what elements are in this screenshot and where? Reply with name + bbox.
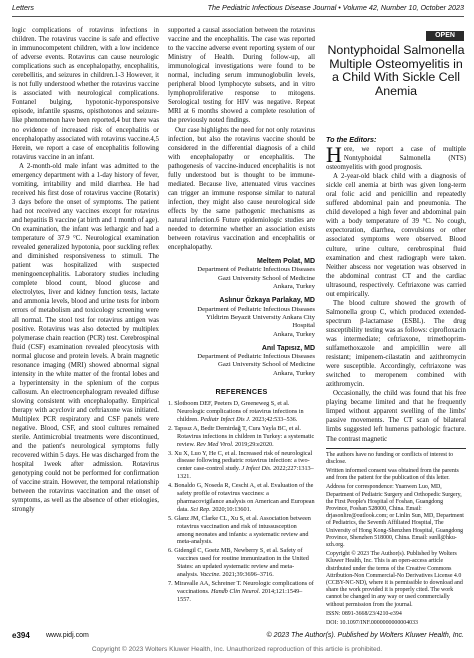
author-affiliation: Department of Pediatric Infectious Diseases xyxy=(197,353,315,361)
author-affiliation: Department of Pediatric Infectious Diseases xyxy=(197,266,315,274)
open-access-badge: OPEN xyxy=(426,31,464,41)
author-affiliation: Ankara, Turkey xyxy=(273,283,315,291)
reference-list xyxy=(168,400,315,604)
author-affiliation: Hospital xyxy=(292,322,315,330)
column-1 xyxy=(12,26,159,515)
article-title: Nontyphoidal Salmonella Multiple Osteomyelitis in a Child With Sickle Cell Anemia xyxy=(327,43,465,98)
author-name: Anıl Tapısız, MD xyxy=(261,344,315,352)
author-block xyxy=(168,258,315,291)
footnote: ISSN: 0891-3668/23/4210-e394 xyxy=(326,610,402,617)
section-label: Letters xyxy=(12,3,34,12)
author-name: Aslınur Özkaya Parlakay, MD xyxy=(219,297,315,305)
running-header xyxy=(12,3,464,15)
paragraph: Our case highlights the need for not only rotavirus infection, but also the rotavirus vaccine should be considered in the differential diagnosis of a child with encephalopathy or encephalitis. The pathogenesis of vaccine-induced encephalitis is not fully understood but is thought to be immune-mediated. Because live, attenuated virus vaccines can trigger an immune response similar to natural infection, they might also cause neurological side effects by the same pathogenic mechanisms as natural infection.6 Future epidemiologic studies are needed to determine whether an association exists between rotavirus vaccination and encephalitis or encephalopathy. xyxy=(168,126,315,252)
reference-item: 6. Gidengil C, Goetz MB, Newberry S, et al. Safety of vaccines used for routine immunization in the United States: an updated systematic review and meta-analysis. Vaccine. 2021;39:3696–3716. xyxy=(168,547,309,579)
footnote-rule xyxy=(326,448,466,449)
paragraph: A 2-month-old male infant was admitted to the emergency department with a 1-day history of fever, vomiting, irritability and mild diarrhea. He had received his first dose of rotavirus vaccine (Rotarix) 3 days before the onset of symptoms. The patient had not received any vaccines except for rotavirus and hepatitis B vaccine (at birth and 1 month of age). On examination, the infant was lethargic and had a temperature of 37.9 °C. Neurological examination revealed generalized hypotonia, poor suckling reflex and diminished responsiveness to stimuli. The patient was hospitalized with suspected meningoencephalitis. Laboratory studies including complete blood count, blood glucose and electrolytes, liver and kidney function tests, lactate and ammonia levels, blood and urine tests for inborn errors of metabolism and toxicology screening were all normal. The stool test for rotavirus antigen was positive. Rotavirus was also detected by multiplex polymerase chain reaction (PCR) test. Cerebrospinal fluid (CSF) examination revealed pleocytosis with normal glucose and protein levels. A brain magnetic resonance imaging (MRI) showed abnormal signal intensity in the white matter of the frontal lobes and a hyperintensity in the splenium of the corpus callosum. An electroencephalogram revealed diffuse slowing consistent with encephalopathy. Empirical therapy with acyclovir and ceftriaxone was initiated. Multiplex PCR respiratory and CSF panels were negative. Blood, CSF, and stool cultures remained sterile. Antimicrobial treatments were discontinued, and the patient's neurological symptoms fully recovered within 5 days. He was discharged from the hospital 1week after admission. Rotavirus genotyping could not be performed for confirmation of vaccine strain. However, the temporal relationship between the rotavirus vaccination and the onset of symptoms, as well as the absence of other etiologies, strongly xyxy=(12,162,159,514)
author-block xyxy=(168,345,315,378)
reference-item: 5. Glanz JM, Clarke CL, Xu S, et al. Association between rotavirus vaccination and risk of intussusception among neonates and infants: a systematic review and meta-analysis. xyxy=(168,514,311,546)
journal-citation: The Pediatric Infectious Disease Journal • Volume 42, Number 10, October 2023 xyxy=(207,3,464,12)
page-footer xyxy=(12,631,464,641)
author-block xyxy=(168,297,315,338)
paragraph: The blood culture showed the growth of Salmonella group C, which produced extended-spectrum β-lactamase (ESBL). The drug susceptibility testing was as follows: ciprofloxacin was intermediate; ceftriaxone, trimethoprim-sulfamethoxazole and ampicillin were all resistant; imipenem-cilastatin and azithromycin were susceptible. Accordingly, ceftriaxone was switched to meropenem combined with azithromycin. xyxy=(326,299,466,389)
paragraph: A 2-year-old black child with a diagnosis of sickle cell anemia at birth was given long-term oral folic acid and penicillin and repeatedly suffered abdominal pain and pneumonia. The child developed a high fever and abdominal pain with a body temperature of 39 °C. No cough, expectoration, diarrhea, convulsions or other associated symptoms were observed. Blood culture, urine culture, cerebrospinal fluid examination and chest radiograph were taken. Neither abscess nor vegetation was observed in the abdominal contrast CT and the cardiac ultrasound, respectively. Ceftriaxone was carried out empirically. xyxy=(326,173,466,298)
author-affiliation: Yildirim Beyazit University Ankara City xyxy=(206,313,315,321)
paragraph: Here, we report a case of multiple Nontyphoidal Salmonella (NTS) osteomyelitis with good prognosis. xyxy=(326,142,466,172)
reference-item: 4. Bonaldo G, Noseda R, Ceschi A, et al. Evaluation of the safety profile of rotavirus vaccines: a pharmacovigilance analysis on American and European data. Sci Rep. 2020;10:13601. xyxy=(168,482,315,513)
author-affiliation: Gazi University School of Medicine xyxy=(218,361,315,369)
footer-copyright: © 2023 The Author(s). Published by Wolters Kluwer Health, Inc. xyxy=(266,632,464,639)
author-affiliation: Ankara, Turkey xyxy=(273,369,315,377)
journal-url[interactable]: www.pidj.com xyxy=(46,632,89,639)
footnote: DOI: 10.1097/INF.0000000000004033 xyxy=(326,620,418,627)
paragraph: supported a causal association between the rotavirus vaccine and the encephalitis. The case was reported to the vaccine adverse event reporting system of our Ministry of Health. During follow-up, all immunological investigations were found to be normal, including serum immunoglobulin levels, peripheral blood lymphocyte subsets, and in vitro lymphoproliferative response to mitogens. Serological testing for HIV was negative. Repeat MRI at 6 months showed a complete resolution of the previously noted findings. xyxy=(168,27,315,125)
salutation: To the Editors: xyxy=(326,135,377,144)
references-heading: REFERENCES xyxy=(215,387,268,397)
paragraph: Occasionally, the child was found that his free playing became limited and that he frequently limped without apparent swelling of the limbs' passive movements. The CT scan of bilateral limbs suggested left humerus pathologic fracture. The contrast magnetic xyxy=(326,390,466,443)
footnote: Copyright © 2023 The Author(s). Published by Wolters Kluwer Health, Inc. This is an open-access article distributed under the terms of the Creative Commons Attribution-Non Commercial-No Derivatives License 4.0 (CCBY-NC-ND), where it is permissible to download and share the work provided it is properly cited. The work cannot be changed in any way or used commercially without permission from the journal. xyxy=(326,551,463,608)
page-number: e394 xyxy=(12,631,30,640)
footnote: Address for correspondence: Yuanwen Luo, MD, Department of Pediatric Surgery and Orthopedic Surgery, the First People's Hospital of Foshan, Guangdong Province, Foshan 528000, China. Email: drjasonlire@outlook.com; or Linlin Sun, MD, Department of Pediatrics, the Seventh Affiliated Hospital, The University of Hong Kong-Shenzhen Hospital, Guangdong Province, Shenzhen 518000, China. Email: sunll@hku-szh.org. xyxy=(326,484,464,548)
header-rule xyxy=(12,16,464,17)
column-2 xyxy=(168,26,315,605)
reference-item: 3. Xu X, Luo Y, He C, et al. Increased risk of neurological disease following pediatric rotavirus infection: a two-center case-control study. J Infect Dis. 2022;227:1313–1321. xyxy=(168,449,314,481)
author-affiliation: Department of Pediatric Infectious Diseases xyxy=(197,305,315,313)
paragraph: logic complications of rotavirus infections in children. The rotavirus vaccine is safe and effective in immunocompetent children, with a low incidence of adverse events. Rotavirus can cause neurologic complications such as encephalopathy, encephalitis, cerebellitis, and seizures in children.1-3 However, it is not fully understood whether the rotavirus vaccine is associated with neurological complications. Fontanel bulging, hypotonic-hyporesponsive episode, infantile spasms, opisthotonos and seizure-like phenomenon have been reported,4 but there was no evidence of increased risk of encephalitis or encephalopathy associated with rotavirus vaccine.4,5 Herein, we report a case of encephalitis following rotavirus vaccine in an infant. xyxy=(12,27,159,161)
column-3 xyxy=(326,142,466,629)
footnote: The authors have no funding or conflicts of interest to disclose. xyxy=(326,451,454,465)
footnote: Written informed consent was obtained from the parents and from the patient for the publication of this letter. xyxy=(326,467,459,482)
drop-cap: H xyxy=(326,142,342,167)
author-affiliation: Ankara, Turkey xyxy=(273,330,315,338)
reference-item: 7. Miravalle AA, Schreiner T. Neurologic complications of vaccinations. Handb Clin Neurol. 2014;121:1549–1557. xyxy=(168,580,314,603)
reference-item: 2. Tapısız A, Bedir Demirdağ T, Cura Yayla BC, et al. Rotavirus infections in children in Turkey: a systematic review. Rev Med Virol. 2019;29:e2020. xyxy=(168,424,315,448)
author-affiliation: Gazi University School of Medicine xyxy=(218,274,315,282)
download-notice: Copyright © 2023 Wolters Kluwer Health, Inc. Unauthorized reproduction of this article is prohibited. xyxy=(91,646,383,653)
reference-item: 1. Slotboom DEF, Peeters D, Greeneweg S, et al. Neurologic complications of rotavirus infections in children. Pediatr Infect Dis J. 2023;42:533–536. xyxy=(168,400,304,423)
footnotes xyxy=(326,452,466,628)
author-name: Meltem Polat, MD xyxy=(257,258,315,266)
